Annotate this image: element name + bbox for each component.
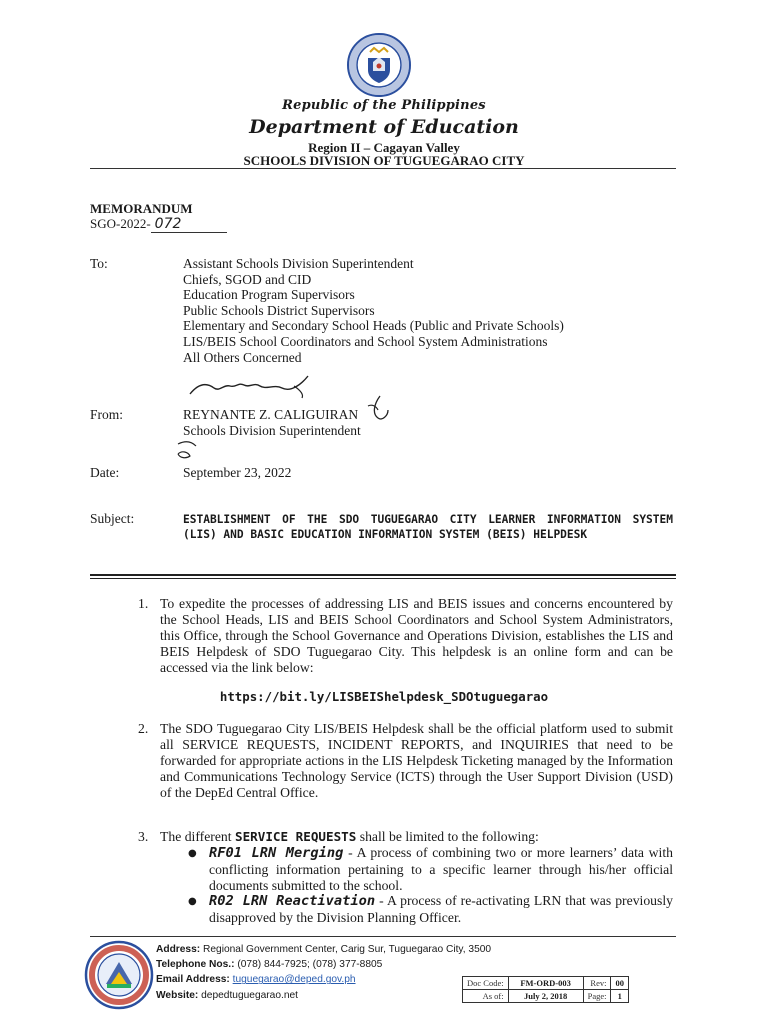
doc-code-label: Doc Code: (463, 977, 509, 990)
body-paragraph-3 (160, 829, 673, 845)
service-requests-term: SERVICE REQUESTS (235, 829, 357, 844)
subject-text: ESTABLISHMENT OF THE SDO TUGUEGARAO CITY LEARNER INFORMATION SYSTEM (LIS) AND BASIC EDUCATION INFORMATION SYSTEM (BEIS) HELPDESK (183, 513, 673, 541)
rev-label: Rev: (583, 977, 611, 990)
doc-code-value: FM-ORD-003 (508, 977, 583, 990)
recipient-list (183, 256, 564, 365)
bullet-item-reactivation (209, 893, 673, 926)
page-label: Page: (583, 990, 611, 1003)
memo-number (90, 216, 227, 233)
recipient-item: Elementary and Secondary School Heads (Public and Private Schools) (183, 318, 564, 334)
bullet-desc: - A process of re-activating LRN that was previously disapproved by the Division Planning Officer. (209, 893, 673, 925)
as-of-label: As of: (463, 990, 509, 1003)
email-line (156, 972, 491, 987)
as-of-value: July 2, 2018 (508, 990, 583, 1003)
recipient-item: Assistant Schools Division Superintendent (183, 256, 414, 271)
division-heading: SCHOOLS DIVISION OF TUGUEGARAO CITY (243, 153, 525, 168)
rev-value: 00 (611, 977, 629, 990)
item-number: 2. (138, 721, 149, 736)
body-paragraph-1: To expedite the processes of addressing LIS and BEIS issues and concerns encountered by the School Heads, LIS and BEIS School Coordinators and School System Administrators, this Office, through the School Governance and Operations Division, establishes the LIS and BEIS Helpdesk of SDO Tuguegarao City. This helpdesk is an online form and can be accessed via the link below: (160, 596, 673, 675)
subject-divider-thin (90, 578, 676, 579)
telephone-label: Telephone Nos.: (156, 959, 235, 971)
website-label: Website: (156, 989, 199, 1001)
footer-divider (90, 936, 676, 937)
bullet-desc: - A process of combining two or more learners’ data with conflicting information pertaining to a specific learner through his/her official documents submitted to the school. (209, 845, 673, 893)
paragraph-3-after: shall be limited to the following: (356, 829, 539, 844)
region-heading: Region II – Cagayan Valley (308, 140, 460, 155)
item-number: 3. (138, 829, 149, 844)
memo-title: MEMORANDUM (90, 201, 193, 216)
recipient-item: Public Schools District Supervisors (183, 302, 375, 318)
recipient-item: LIS/BEIS School Coordinators and School System Administrations (183, 333, 548, 349)
date-value: September 23, 2022 (183, 465, 292, 480)
address-label: Address: (156, 944, 201, 955)
sender-name: REYNANTE Z. CALIGUIRAN (183, 407, 359, 422)
telephone-value: (078) 844-7925; (078) 377-8805 (237, 959, 383, 971)
address-value: Regional Government Center, Carig Sur, Tuguegarao City, 3500 (203, 944, 492, 955)
email-label: Email Address: (156, 974, 230, 986)
footer-contact (156, 942, 491, 1003)
from-label: From: (90, 407, 124, 422)
address-line (156, 942, 491, 957)
helpdesk-link[interactable]: https://bit.ly/LISBEIShelpdesk_SDOtuguegarao (219, 689, 549, 704)
department-heading: Department of Education (249, 116, 519, 138)
recipient-item: Chiefs, SGOD and CID (183, 271, 312, 287)
recipient-item: Education Program Supervisors (183, 287, 355, 303)
to-label: To: (90, 256, 108, 271)
paragraph-3-before: The different (160, 829, 235, 844)
bullet-dot-icon: ● (188, 848, 197, 859)
website-line (156, 988, 491, 1003)
memo-number-handwritten: 072 (151, 216, 227, 233)
page-value: 1 (611, 990, 629, 1003)
body-paragraph-2: The SDO Tuguegarao City LIS/BEIS Helpdesk shall be the official platform used to submit all SERVICE REQUESTS, INCIDENT REPORTS, and INQUIRIES that need to be forwarded for appropriate actions in the LIS Helpdesk Ticketing managed by the Information and Communications Technology Service (ICTS) through the User Support Division (USD) of the DepEd Central Office. (160, 721, 673, 800)
bullet-item-merging (209, 845, 673, 894)
memo-number-prefix: SGO-2022- (90, 216, 151, 231)
email-link[interactable]: tuguegarao@deped.gov.ph (232, 974, 356, 986)
deped-seal-icon (346, 32, 412, 98)
subject-divider-thick (90, 574, 676, 576)
recipient-item: All Others Concerned (183, 349, 302, 365)
website-value: depedtuguegarao.net (201, 989, 298, 1001)
republic-heading: Republic of the Philippines (282, 98, 486, 113)
bullet-dot-icon: ● (188, 896, 197, 907)
date-label: Date: (90, 465, 120, 480)
division-seal-icon (84, 940, 154, 1010)
bullet-term: RF01 LRN Merging (209, 845, 344, 861)
subject-label: Subject: (90, 511, 135, 526)
document-control-table (462, 976, 629, 1003)
sender-position: Schools Division Superintendent (183, 423, 361, 438)
bullet-term: R02 LRN Reactivation (209, 893, 376, 909)
header-divider (90, 168, 676, 169)
telephone-line (156, 957, 491, 972)
item-number: 1. (138, 596, 149, 611)
